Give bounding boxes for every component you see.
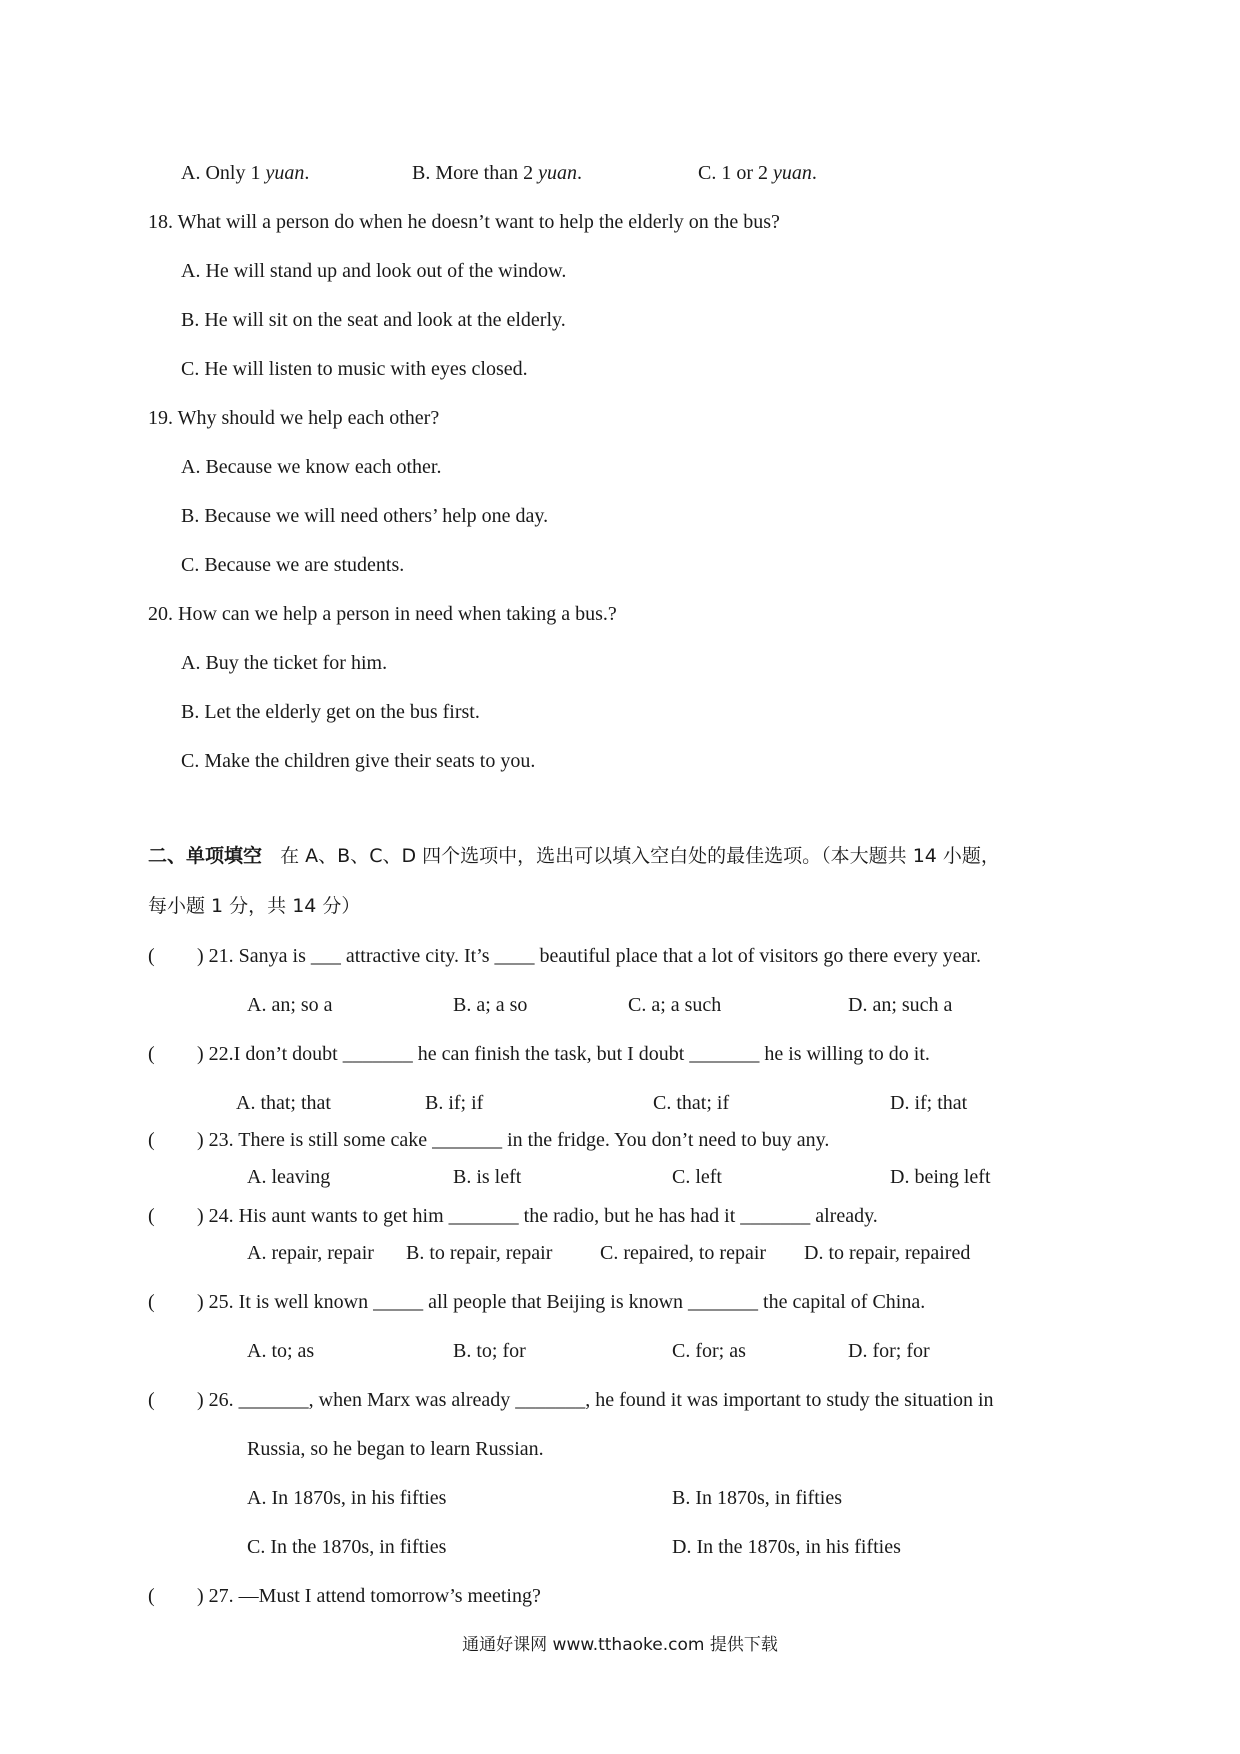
q26-option-a: A. In 1870s, in his fifties [247,1487,447,1509]
q20-stem: 20. How can we help a person in need when taking a bus.? [148,603,617,625]
q24-option-b: B. to repair, repair [406,1242,553,1264]
section-2-header [148,847,1000,866]
q26-option-b: B. In 1870s, in fifties [672,1487,842,1509]
q17-option-b: B. More than 2 yuan. [412,162,582,184]
q27-stem: ) 27. —Must I attend tomorrow’s meeting? [197,1585,541,1607]
q22-stem: ) 22.I don’t doubt _______ he can finish the task, but I doubt _______ he is willing to do it. [197,1043,930,1065]
q18-stem: 18. What will a person do when he doesn’t want to help the elderly on the bus? [148,211,780,233]
q19-stem: 19. Why should we help each other? [148,407,440,429]
q23-option-b: B. is left [453,1166,522,1188]
q20-option-a: A. Buy the ticket for him. [181,652,388,674]
q17-option-a: A. Only 1 yuan. [181,162,310,184]
q26-stem-cont: Russia, so he began to learn Russian. [247,1438,544,1460]
q18-option-b: B. He will sit on the seat and look at the elderly. [181,309,566,331]
q21-option-a: A. an; so a [247,994,333,1016]
q27-paren: ( [148,1585,155,1607]
q25-option-b: B. to; for [453,1340,526,1362]
q25-option-c: C. for; as [672,1340,746,1362]
q21-option-c: C. a; a such [628,994,722,1016]
q21-option-d: D. an; such a [848,994,953,1016]
q24-option-a: A. repair, repair [247,1242,374,1264]
q23-paren: ( [148,1129,155,1151]
q19-option-a: A. Because we know each other. [181,456,442,478]
q18-option-c: C. He will listen to music with eyes closed. [181,358,528,380]
page-footer: 通通好课网 www.tthaoke.com 提供下载 [462,1635,778,1655]
q17-option-c: C. 1 or 2 yuan. [698,162,817,184]
q19-option-b: B. Because we will need others’ help one day. [181,505,549,527]
q26-paren: ( [148,1389,155,1411]
q22-option-b: B. if; if [425,1092,484,1114]
q20-option-b: B. Let the elderly get on the bus first. [181,701,480,723]
q19-option-c: C. Because we are students. [181,554,405,576]
q22-option-d: D. if; that [890,1092,968,1114]
section-2-instruction: 在 A、B、C、D 四个选项中，选出可以填入空白处的最佳选项。（本大题共 14 小题， [280,845,1000,867]
q22-paren: ( [148,1043,155,1065]
q24-stem: ) 24. His aunt wants to get him _______ the radio, but he has had it _______ already. [197,1205,878,1227]
q26-option-c: C. In the 1870s, in fifties [247,1536,447,1558]
q23-option-d: D. being left [890,1166,991,1188]
q23-stem: ) 23. There is still some cake _______ in the fridge. You don’t need to buy any. [197,1129,830,1151]
q23-option-a: A. leaving [247,1166,331,1188]
q26-option-d: D. In the 1870s, in his fifties [672,1536,901,1558]
q24-paren: ( [148,1205,155,1227]
q21-option-b: B. a; a so [453,994,528,1016]
q26-stem: ) 26. _______, when Marx was already _______, he found it was important to study the situation in [197,1389,994,1411]
q22-option-c: C. that; if [653,1092,730,1114]
q22-option-a: A. that; that [236,1092,331,1114]
q25-paren: ( [148,1291,155,1313]
q25-stem: ) 25. It is well known _____ all people that Beijing is known _______ the capital of China. [197,1291,926,1313]
q25-option-d: D. for; for [848,1340,930,1362]
q24-option-d: D. to repair, repaired [804,1242,971,1264]
q25-option-a: A. to; as [247,1340,315,1362]
q24-option-c: C. repaired, to repair [600,1242,767,1264]
q20-option-c: C. Make the children give their seats to you. [181,750,536,772]
q18-option-a: A. He will stand up and look out of the window. [181,260,567,282]
q21-paren: ( [148,945,155,967]
section-2-instruction-cont: 每小题 1 分，共 14 分） [148,895,361,917]
q23-option-c: C. left [672,1166,722,1188]
q21-stem: ) 21. Sanya is ___ attractive city. It’s ____ beautiful place that a lot of visitors go there every year. [197,945,982,967]
section-2-title: 二、单项填空 [148,845,263,867]
